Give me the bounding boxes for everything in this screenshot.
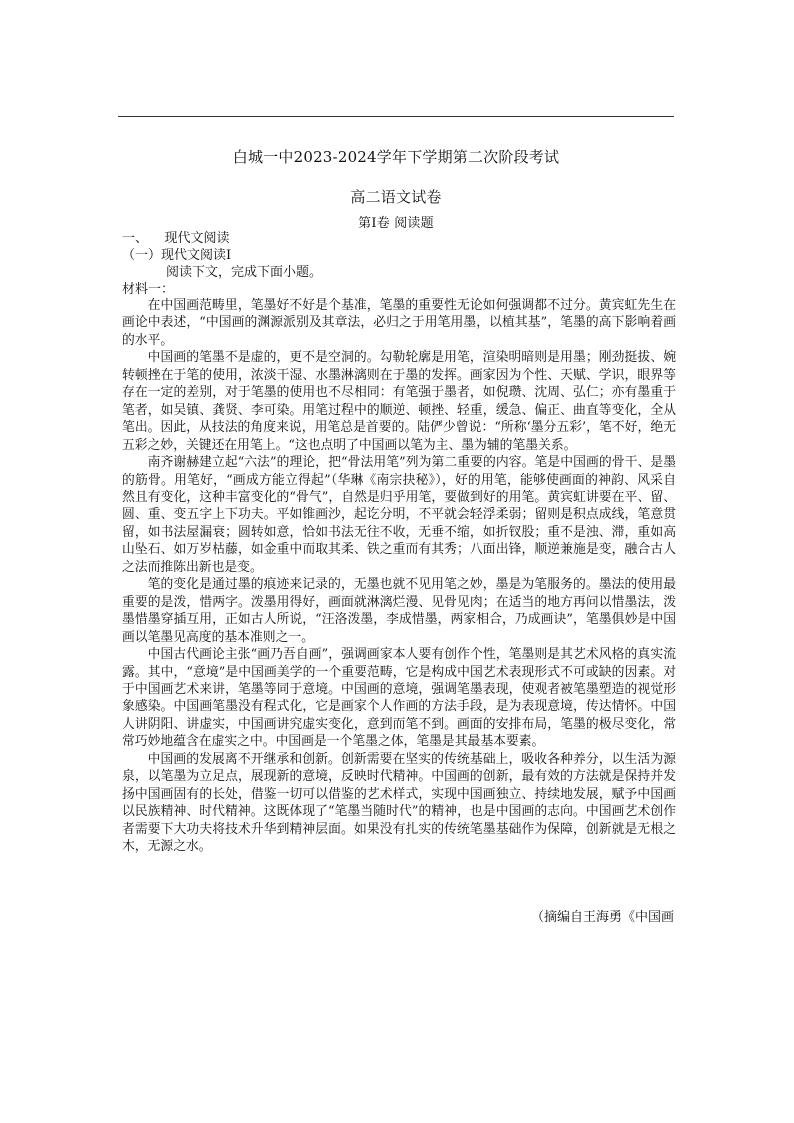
section-heading: 一、 现代文阅读	[122, 231, 230, 246]
paragraph-6: 中国画的发展离不开继承和创新。创新需要在坚实的传统基础上，吸收各种养分，以生活为源泉，以笔墨为立足点，展现新的意境，反映时代精神。中国画的创新，最有效的方法就是保持并发扬中国画固有的长处，借鉴一切可以借鉴的艺术样式，实现中国画独立、持续地发展，赋予中国画以民族精神、时代精神。这既体现了“笔墨当随时代”的精神，也是中国画的志向。中国画艺术创作者需要下大功夫将技术升华到精神层面。如果没有扎实的传统笔墨基础作为保障，创新就是无根之木，无源之水。	[122, 751, 676, 855]
exam-title: 白城一中2023-2024学年下学期第二次阶段考试	[232, 148, 560, 166]
volume-title: 第Ⅰ卷 阅读题	[358, 216, 434, 231]
material-body	[122, 297, 676, 856]
paragraph-2: 中国画的笔墨不是虚的，更不是空洞的。勾勒轮廓是用笔，渲染明暗则是用墨；刚劲挺拔、婉转顿挫在于笔的使用，浓淡干湿、水墨淋漓则在于墨的发挥。画家因为个性、天赋、学识，眼界等存在一定的差别，对于笔墨的使用也不尽相同：有笔强于墨者，如倪瓒、沈周、弘仁；亦有墨重于笔者，如吴镇、龚贤、李可染。用笔过程中的顺逆、顿挫、轻重，缓急、偏正、曲直等变化，全从笔出。因此，从技法的角度来说，用笔总是首要的。陆俨少曾说：“所称‘墨分五彩’，笔不好，绝无五彩之妙，关键还在用笔上。“这也点明了中国画以笔为主、墨为辅的笔墨关系。	[122, 350, 676, 453]
paragraph-3: 南齐谢赫建立起“六法”的理论，把“骨法用笔”列为第二重要的内容。笔是中国画的骨干、是墨的筋骨。用笔好，“画成方能立得起”（华琳《南宗抉秘》），好的用笔，能够使画面的神韵、风采自然且有变化，这种丰富变化的“骨气”，自然是归乎用笔，要做到好的用笔。黄宾虹讲要在平、留、圆、重、变五字上下功夫。平如锥画沙，起讫分明，不平就会轻浮柔弱；留则是积点成线，笔意贯留，如书法屋漏衰；圆转如意，恰如书法无往不收，无垂不缩，如折钗股；重不是浊、滞，重如高山坠石、如万岁枯藤，如金重中而取其柔、铁之重而有其秀；八面出锋，顺逆兼施是变，融合古人之法而推陈出新也是变。	[122, 455, 676, 575]
subsection-heading: （一）现代文阅读Ⅰ	[122, 248, 232, 263]
paragraph-4: 笔的变化是通过墨的痕迹来记录的，无墨也就不见用笔之妙，墨是为笔服务的。墨法的使用最重要的是泼，惜两字。泼墨用得好，画面就淋漓烂漫、见骨见肉；在适当的地方再问以惜墨法，泼墨惜墨穿插互用，正如古人所说，“汪洛泼墨，李成惜墨，两家相合，乃成画诀”，笔墨俱妙是中国画以笔墨见高度的基本准则之一。	[122, 577, 676, 645]
source-citation: （摘编自王海勇《中国画	[530, 910, 674, 925]
material-label: 材料一：	[122, 282, 175, 297]
instruction-text: 阅读下文，完成下面小题。	[166, 265, 323, 280]
paragraph-1: 在中国画范畴里，笔墨好不好是个基准，笔墨的重要性无论如何强调都不过分。黄宾虹先生在画论中表述，“中国画的渊源派别及其章法，必归之于用笔用墨，以植其基”，笔墨的高下影响着画的水平。	[122, 298, 676, 348]
top-rule	[118, 116, 674, 117]
paragraph-5: 中国古代画论主张“画乃吾自画”，强调画家本人要有创作个性，笔墨则是其艺术风格的真实流露。其中，“意境”是中国画美学的一个重要范畴，它是构成中国艺术表现形式不可或缺的因素。对于中国画艺术来讲，笔墨等同于意境。中国画的意境，强调笔墨表现，使观者被笔墨塑造的视觉形象感染。中国画笔墨没有程式化，它是画家个人作画的方法手段，是为表现意境，传达情怀。中国人讲阴阳、讲虚实，中国画讲究虚实变化，意到而笔不到。画面的安排布局，笔墨的极尽变化，常常巧妙地蕴含在虚实之中。中国画是一个笔墨之体，笔墨是其最基本要素。	[122, 647, 676, 750]
paper-title: 高二语文试卷	[350, 188, 442, 206]
